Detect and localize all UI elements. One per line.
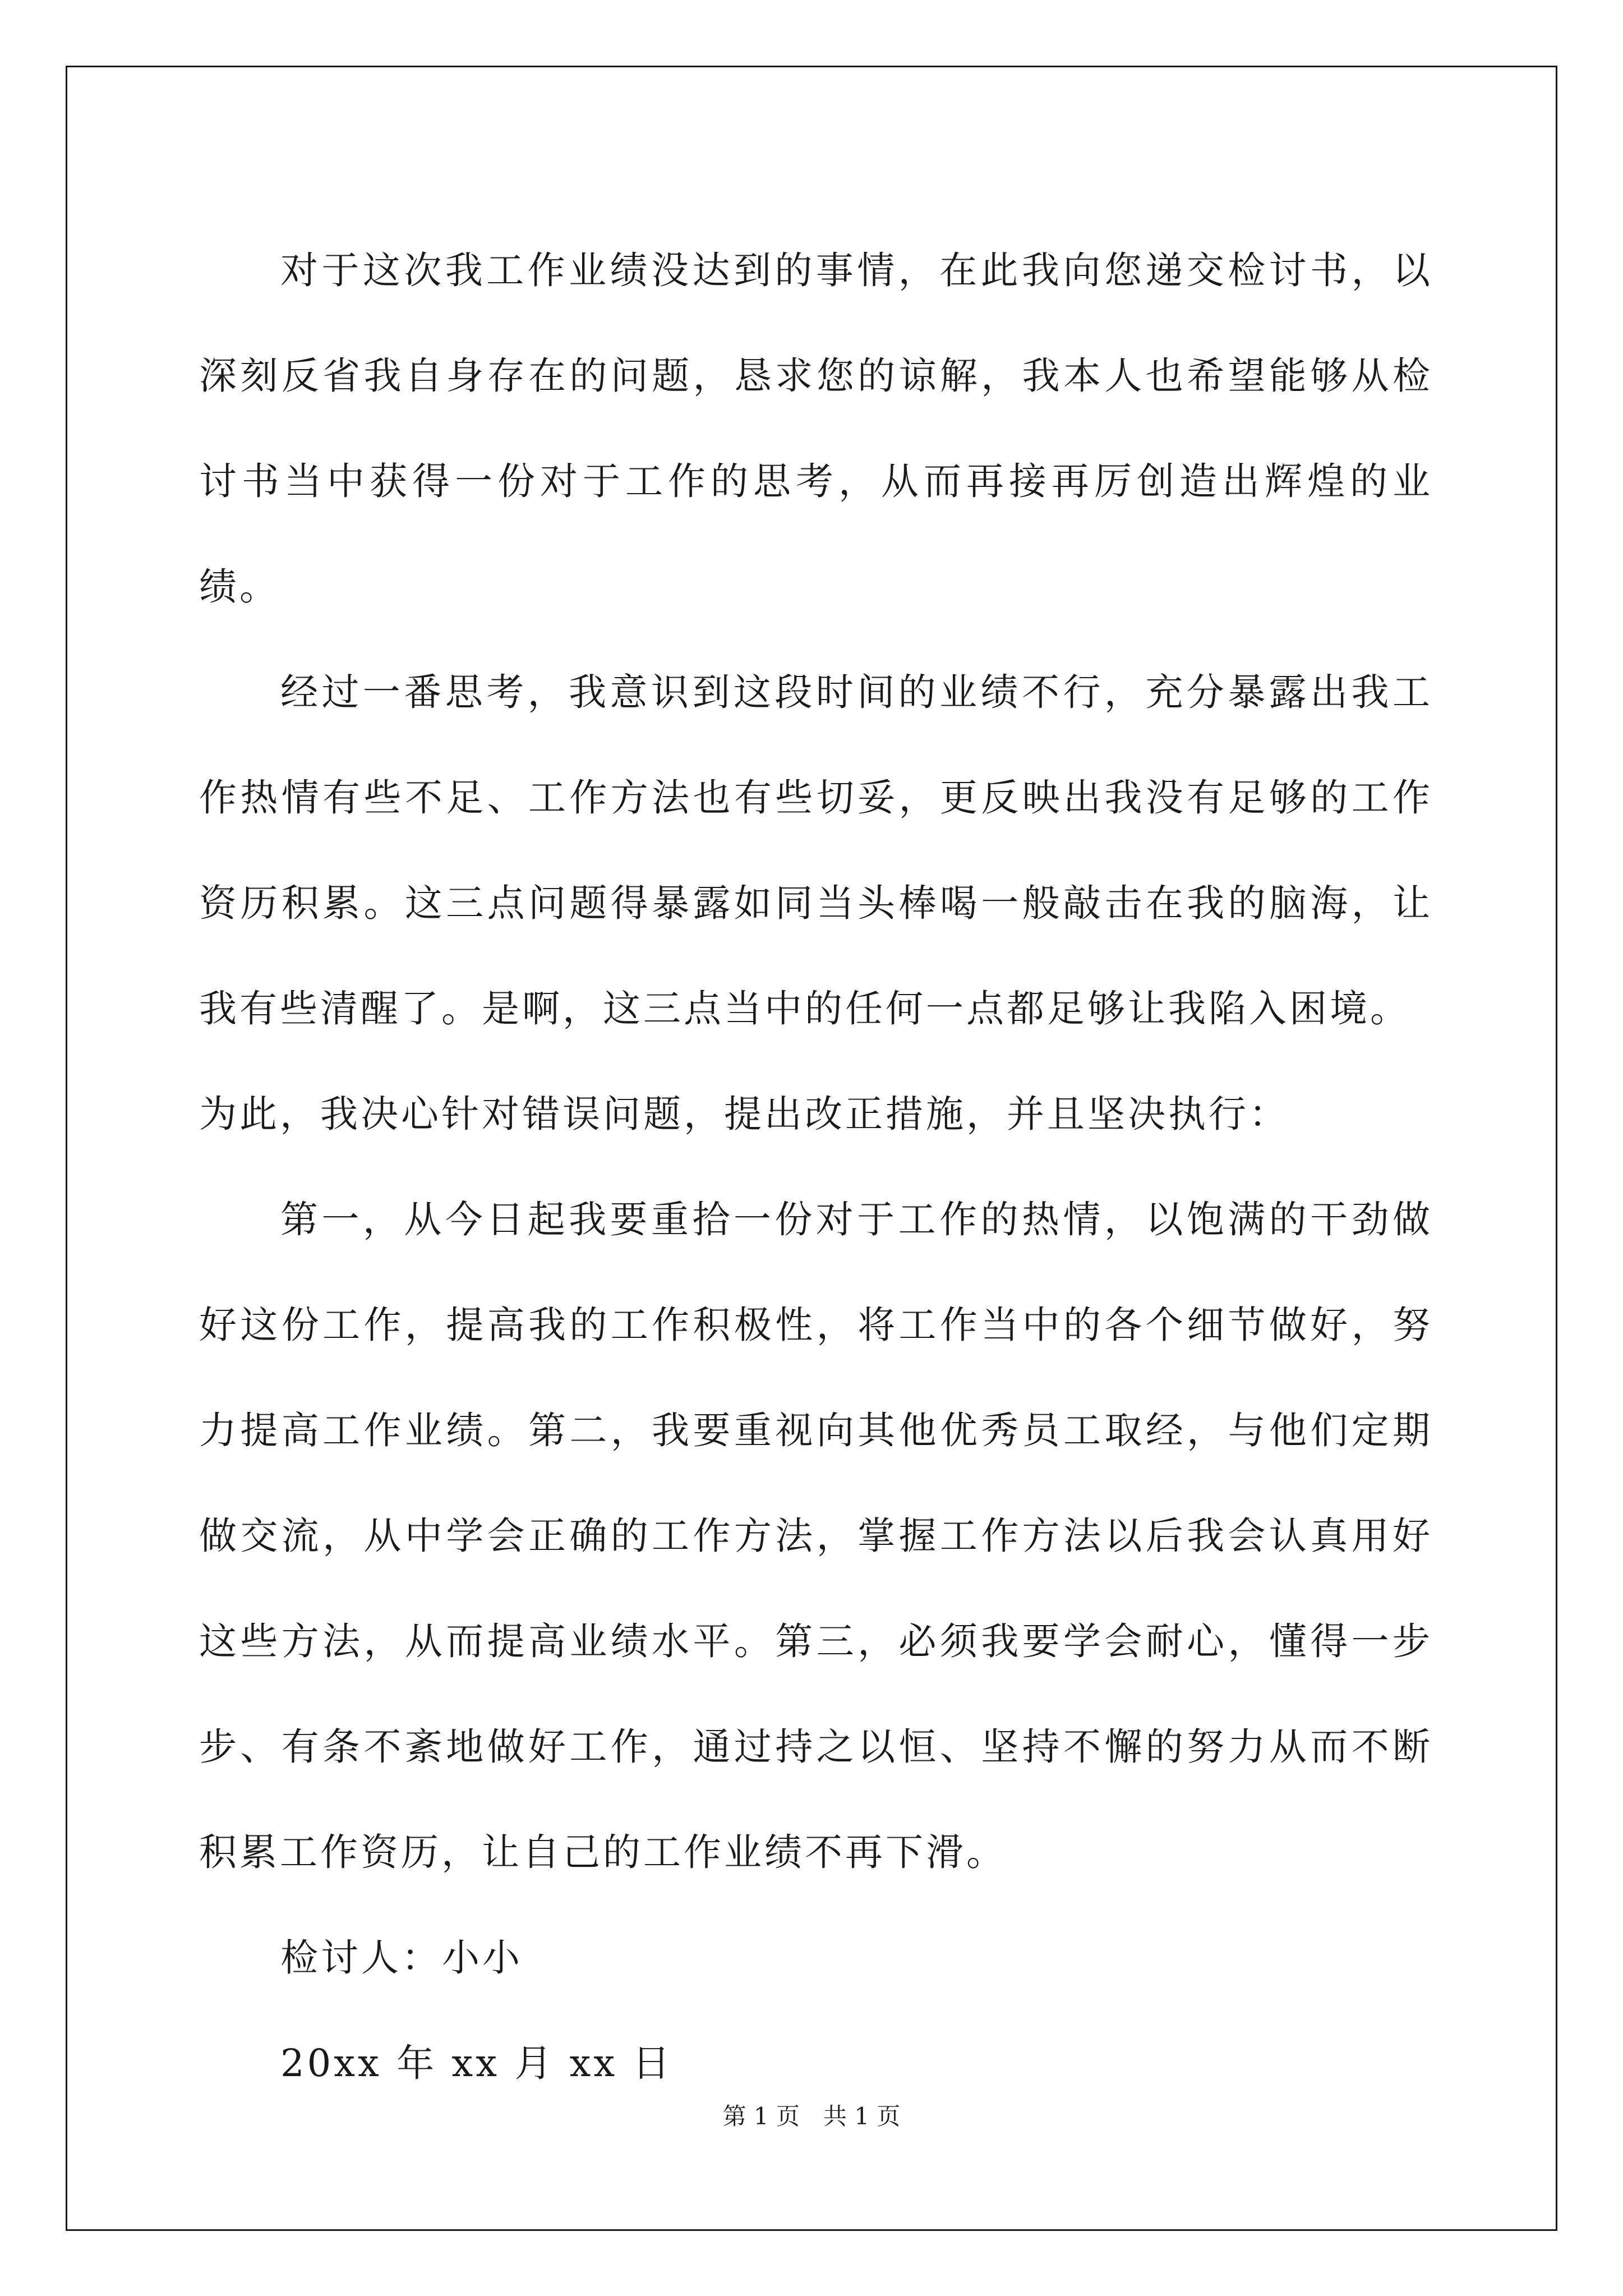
date-line: 20xx 年 xx 月 xx 日 — [280, 2041, 673, 2085]
paragraph-resolution: 为此，我决心针对错误问题，提出改正措施，并且坚决执行： — [199, 1092, 1289, 1136]
page-number: 第 1 页 — [722, 2102, 800, 2130]
document-body — [199, 218, 1433, 2116]
paragraph-intro: 对于这次我工作业绩没达到的事情，在此我向您递交检讨书，以深刻反省我自身存在的问题，恳求您的谅解，我本人也希望能够从检讨书当中获得一份对于工作的思考，从而再接再厉创造出辉煌的业绩。 — [199, 249, 1433, 609]
paragraph-measures: 第一，从今日起我要重拾一份对于工作的热情，以饱满的干劲做好这份工作，提高我的工作积极性，将工作当中的各个细节做好，努力提高工作业绩。第二，我要重视向其他优秀员工取经，与他们定期做交流，从中学会正确的工作方法，掌握工作方法以后我会认真用好这些方法，从而提高业绩水平。第三，必须我要学会耐心，懂得一步步、有条不紊地做好工作，通过持之以恒、坚持不懈的努力从而不断积累工作资历，让自己的工作业绩不再下滑。 — [199, 1198, 1433, 1874]
page-footer — [0, 2098, 1623, 2132]
page-count: 共 1 页 — [823, 2102, 901, 2130]
paragraph-reflection: 经过一番思考，我意识到这段时间的业绩不行，充分暴露出我工作热情有些不足、工作方法也有些切妥，更反映出我没有足够的工作资历积累。这三点问题得暴露如同当头棒喝一般敲击在我的脑海，让我有些清醒了。是啊，这三点当中的任何一点都足够让我陷入困境。 — [199, 670, 1433, 1030]
signature-line: 检讨人：小小 — [280, 1936, 523, 1980]
